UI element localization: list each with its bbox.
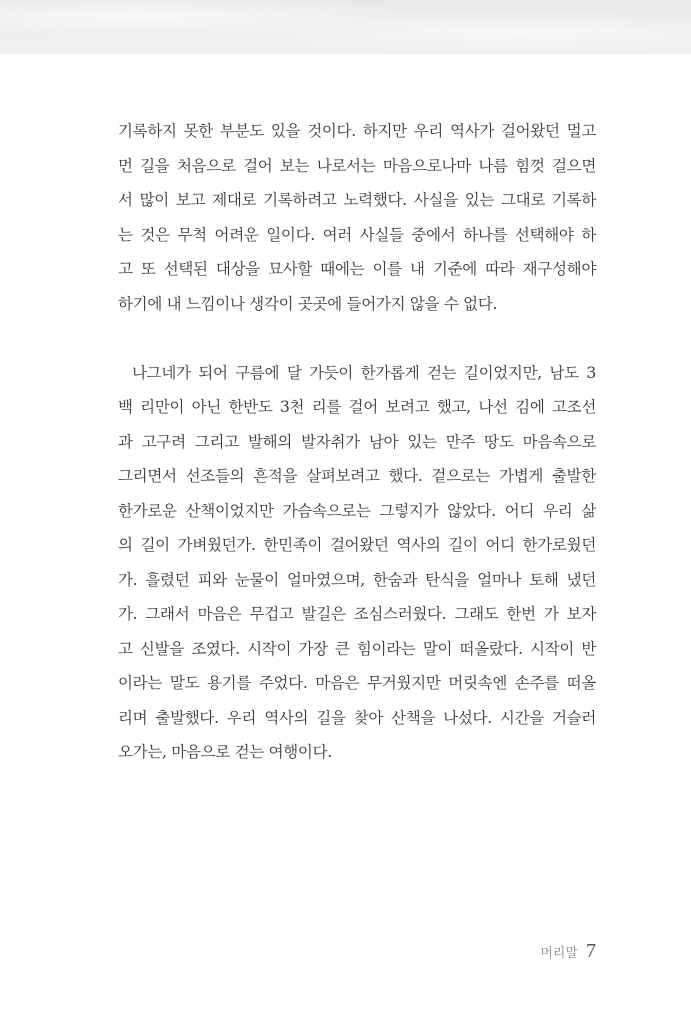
text-line: 서 많이 보고 제대로 기록하려고 노력했다. 사실을 있는 그대로 기록하 bbox=[118, 191, 596, 209]
section-label: 머리말 bbox=[540, 946, 578, 961]
text-line: 하기에 내 느낌이나 생각이 곳곳에 들어가지 않을 수 없다. bbox=[118, 294, 498, 313]
page-footer bbox=[540, 940, 596, 963]
text-line: 기록하지 못한 부분도 있을 것이다. 하지만 우리 역사가 걸어왔던 멀고 bbox=[118, 122, 596, 140]
page-header-texture bbox=[0, 0, 691, 54]
text-line: 이라는 말도 용기를 주었다. 마음은 무거웠지만 머릿속엔 손주를 떠올 bbox=[118, 674, 596, 692]
text-line: 고 신발을 조였다. 시작이 가장 큰 힘이라는 말이 떠올랐다. 시작이 반 bbox=[118, 639, 596, 658]
text-line: 리며 출발했다. 우리 역사의 길을 찾아 산책을 나섰다. 시간을 거슬러 bbox=[118, 708, 596, 727]
text-line: 백 리만이 아닌 한반도 3천 리를 걸어 보려고 했고, 나선 김에 고조선 bbox=[118, 398, 596, 416]
text-line: 가. 흘렸던 피와 눈물이 얼마였으며, 한숨과 탄식을 얼마나 토해 냈던 bbox=[118, 570, 596, 589]
paragraph-1 bbox=[118, 114, 596, 321]
body-text bbox=[118, 114, 596, 770]
text-line: 의 길이 가벼웠던가. 한민족이 걸어왔던 역사의 길이 어디 한가로웠던 bbox=[118, 536, 596, 554]
text-line: 오가는, 마음으로 걷는 여행이다. bbox=[118, 743, 332, 761]
text-line: 가. 그래서 마음은 무겁고 발길은 조심스러웠다. 그래도 한번 가 보자 bbox=[118, 605, 596, 623]
paragraph-2 bbox=[118, 356, 596, 770]
text-line: 먼 길을 처음으로 걸어 보는 나로서는 마음으로나마 나름 힘껏 걸으면 bbox=[118, 156, 596, 175]
text-line: 한가로운 산책이었지만 가슴속으로는 그렇지가 않았다. 어디 우리 삶 bbox=[118, 501, 596, 520]
text-line: 그리면서 선조들의 흔적을 살펴보려고 했다. 겉으로는 가볍게 출발한 bbox=[118, 467, 596, 485]
paragraph-gap bbox=[118, 321, 596, 356]
text-line: 나그네가 되어 구름에 달 가듯이 한가롭게 걷는 길이었지만, 남도 3 bbox=[132, 363, 596, 382]
page-number: 7 bbox=[586, 940, 596, 962]
text-line: 고 또 선택된 대상을 묘사할 때에는 이를 내 기준에 따라 재구성해야 bbox=[118, 260, 596, 278]
text-line: 과 고구려 그리고 발해의 발자취가 남아 있는 만주 땅도 마음속으로 bbox=[118, 432, 596, 451]
text-line: 는 것은 무척 어려운 일이다. 여러 사실들 중에서 하나를 선택해야 하 bbox=[118, 225, 596, 244]
